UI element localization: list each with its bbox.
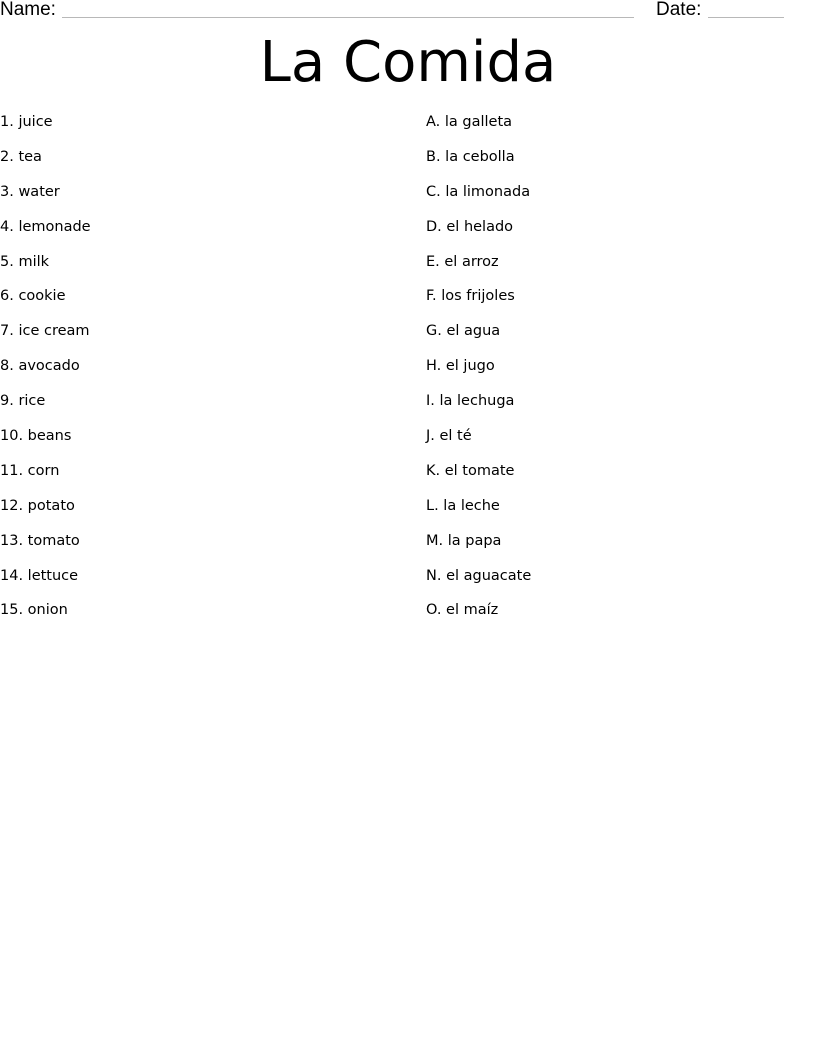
spanish-word-item: F. los frijoles — [426, 288, 515, 305]
worksheet-header — [0, 0, 816, 22]
page-title: La Comida — [259, 30, 557, 95]
english-word-item: 6. cookie — [0, 288, 66, 305]
spanish-word-item: L. la leche — [426, 497, 500, 514]
spanish-words-list — [426, 113, 806, 636]
date-label: Date: — [656, 0, 702, 20]
spanish-word-item: B. la cebolla — [426, 148, 515, 165]
spanish-word-item: I. la lechuga — [426, 393, 515, 410]
name-label: Name: — [0, 0, 56, 20]
spanish-word-item: H. el jugo — [426, 358, 495, 375]
spanish-word-item: J. el té — [426, 428, 472, 445]
english-word-item: 1. juice — [0, 114, 53, 130]
english-word-item: 2. tea — [0, 148, 42, 165]
english-word-item: 11. corn — [0, 462, 60, 479]
english-word-item: 5. milk — [0, 253, 50, 270]
english-word-item: 4. lemonade — [0, 218, 91, 235]
name-blank-line[interactable] — [62, 17, 634, 18]
english-word-item: 10. beans — [0, 428, 72, 445]
date-blank-line[interactable] — [708, 17, 784, 18]
english-words-list — [0, 113, 400, 636]
spanish-word-item: N. el aguacate — [426, 567, 532, 584]
english-word-item: 13. tomato — [0, 532, 80, 549]
spanish-word-item: G. el agua — [426, 323, 501, 340]
english-word-item: 3. water — [0, 183, 60, 200]
english-word-item: 14. lettuce — [0, 567, 79, 584]
spanish-word-item: C. la limonada — [426, 183, 531, 200]
spanish-word-item: M. la papa — [426, 532, 502, 549]
spanish-word-item: O. el maíz — [426, 602, 499, 619]
spanish-word-item: D. el helado — [426, 218, 514, 235]
spanish-word-item: E. el arroz — [426, 253, 499, 270]
english-word-item: 12. potato — [0, 497, 75, 514]
english-word-item: 8. avocado — [0, 358, 80, 375]
english-word-item: 7. ice cream — [0, 323, 90, 340]
spanish-word-item: K. el tomate — [426, 462, 515, 479]
spanish-word-item: A. la galleta — [426, 114, 513, 130]
english-word-item: 15. onion — [0, 602, 68, 619]
english-word-item: 9. rice — [0, 393, 46, 410]
